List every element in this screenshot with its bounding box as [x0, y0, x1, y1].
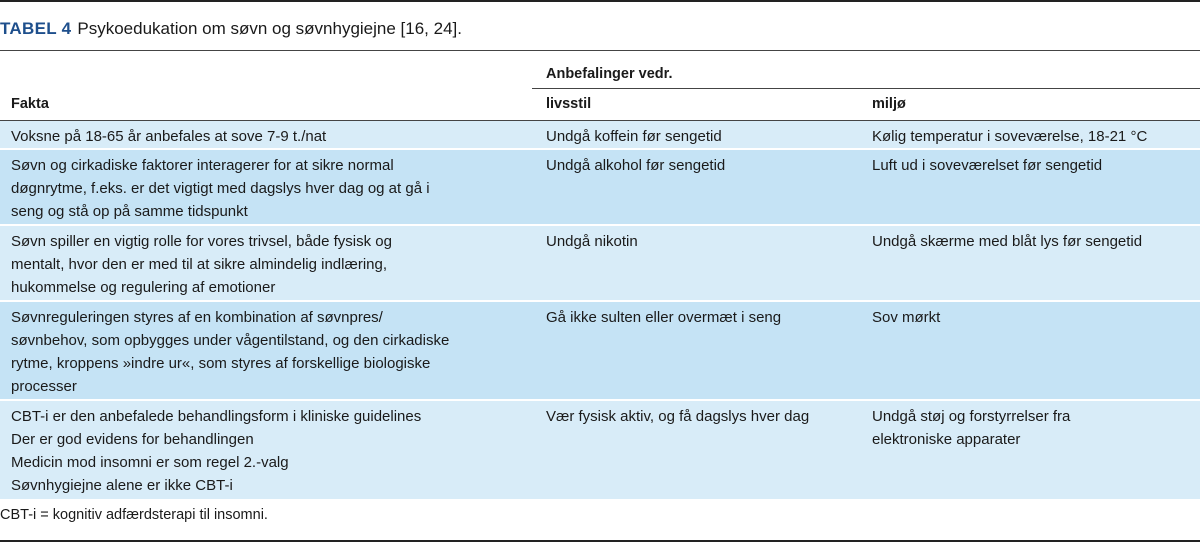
- cell-line: Søvnhygiejne alene er ikke CBT-i: [11, 477, 233, 494]
- miljo-cell: [872, 230, 1197, 253]
- table-row: [0, 121, 1200, 150]
- column-header-miljo: miljø: [872, 96, 906, 112]
- table-row: [0, 226, 1200, 302]
- livsstil-cell: [546, 405, 856, 428]
- cell-line: Søvnreguleringen styres af en kombination af søvnpres/: [11, 309, 383, 326]
- cell-line: Kølig temperatur i soveværelse, 18-21 °C: [872, 128, 1148, 145]
- cell-line: elektroniske apparater: [872, 431, 1021, 448]
- bottom-rule: [0, 540, 1200, 542]
- cell-line: Gå ikke sulten eller overmæt i seng: [546, 309, 782, 326]
- group-header-rule: [532, 88, 1200, 89]
- table-row: [0, 150, 1200, 226]
- cell-line: CBT-i er den anbefalede behandlingsform i kliniske guidelines: [11, 408, 422, 425]
- table-footnote: CBT-i = kognitiv adfærdsterapi til insomni.: [0, 507, 268, 523]
- livsstil-cell: [546, 306, 856, 329]
- cell-line: processer: [11, 378, 77, 395]
- cell-line: Medicin mod insomni er som regel 2.-valg: [11, 454, 289, 471]
- cell-line: Voksne på 18-65 år anbefales at sove 7-9 t./nat: [11, 128, 327, 145]
- cell-line: Vær fysisk aktiv, og få dagslys hver dag: [546, 408, 810, 425]
- cell-line: søvnbehov, som opbygges under vågentilstand, og den cirkadiske: [11, 332, 450, 349]
- column-header-fakta: Fakta: [11, 96, 49, 112]
- cell-line: Undgå støj og forstyrrelser fra: [872, 408, 1071, 425]
- fakta-cell: [11, 306, 521, 398]
- cell-line: hukommelse og regulering af emotioner: [11, 279, 276, 296]
- cell-line: Undgå nikotin: [546, 233, 638, 250]
- caption-rule: [0, 50, 1200, 51]
- top-rule: [0, 0, 1200, 2]
- table-body: [0, 121, 1200, 501]
- table-number: TABEL 4: [0, 19, 72, 38]
- cell-line: mentalt, hvor den er med til at sikre almindelig indlæring,: [11, 256, 388, 273]
- fakta-cell: [11, 405, 521, 497]
- table-row: [0, 401, 1200, 501]
- cell-line: Sov mørkt: [872, 309, 941, 326]
- miljo-cell: [872, 405, 1197, 451]
- livsstil-cell: [546, 154, 856, 177]
- cell-line: rytme, kroppens »indre ur«, som styres af forskellige biologiske: [11, 355, 431, 372]
- table-caption: [0, 18, 462, 40]
- table-row: [0, 302, 1200, 401]
- fakta-cell: [11, 154, 521, 223]
- column-header-livsstil: livsstil: [546, 96, 592, 112]
- fakta-cell: [11, 230, 521, 299]
- fakta-cell: [11, 125, 521, 148]
- cell-line: Der er god evidens for behandlingen: [11, 431, 254, 448]
- cell-line: Undgå skærme med blåt lys før sengetid: [872, 233, 1143, 250]
- cell-line: Undgå koffein før sengetid: [546, 128, 722, 145]
- cell-line: Undgå alkohol før sengetid: [546, 157, 726, 174]
- cell-line: Søvn spiller en vigtig rolle for vores trivsel, både fysisk og: [11, 233, 392, 250]
- cell-line: døgnrytme, f.eks. er det vigtigt med dagslys hver dag og at gå i: [11, 180, 430, 197]
- livsstil-cell: [546, 230, 856, 253]
- cell-line: seng og stå op på samme tidspunkt: [11, 203, 248, 220]
- miljo-cell: [872, 125, 1197, 148]
- livsstil-cell: [546, 125, 856, 148]
- cell-line: Luft ud i soveværelset før sengetid: [872, 157, 1103, 174]
- miljo-cell: [872, 154, 1197, 177]
- table-title: Psykoedukation om søvn og søvnhygiejne [16, 24].: [77, 19, 462, 38]
- miljo-cell: [872, 306, 1197, 329]
- cell-line: Søvn og cirkadiske faktorer interagerer for at sikre normal: [11, 157, 394, 174]
- recommendations-group-header: Anbefalinger vedr.: [546, 66, 673, 82]
